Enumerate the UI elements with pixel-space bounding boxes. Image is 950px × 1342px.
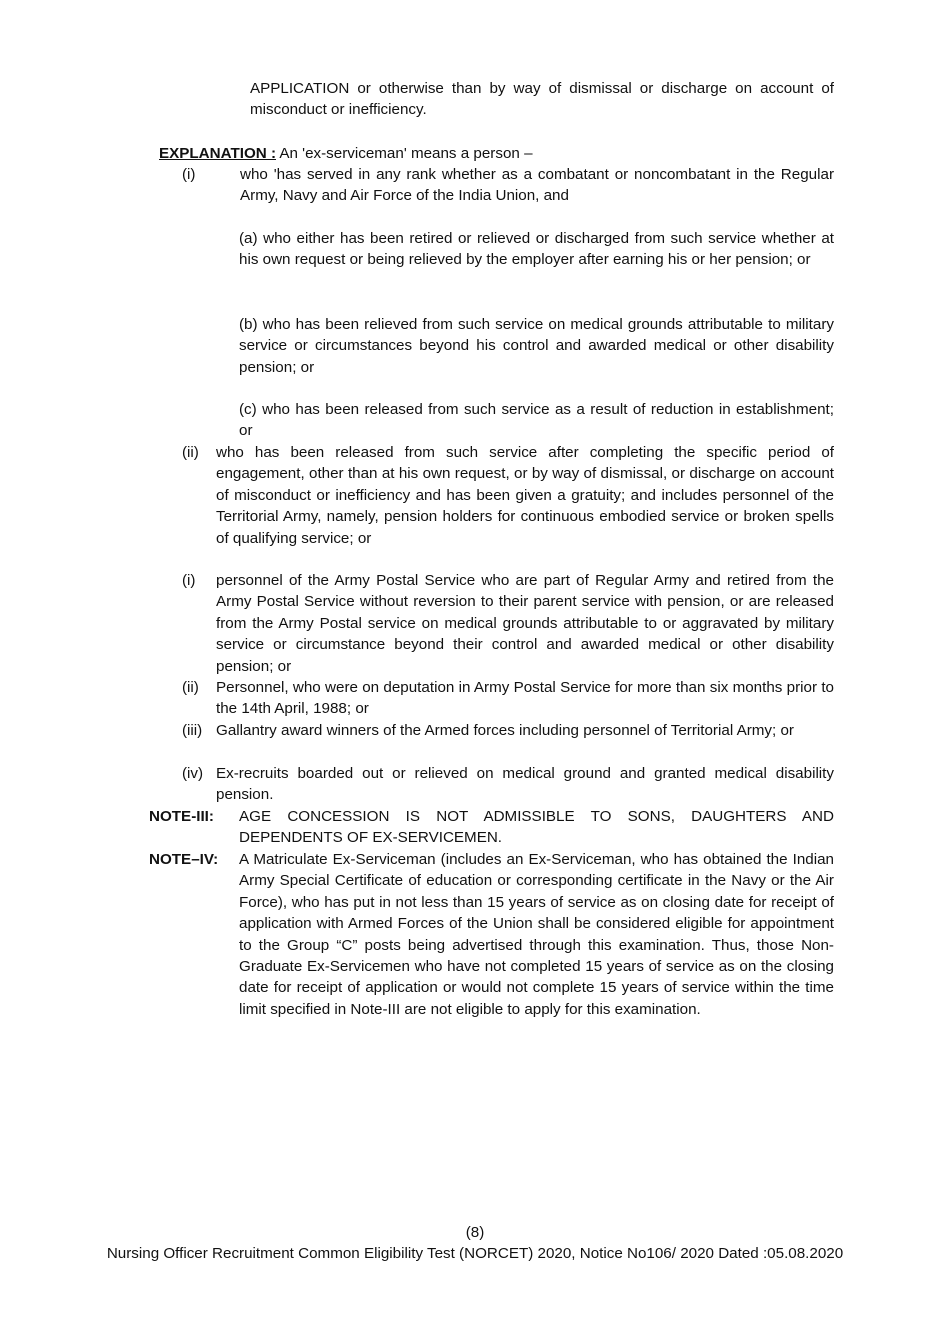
list2-item-text: Gallantry award winners of the Armed forces including personnel of Territorial Army; or bbox=[216, 722, 794, 739]
list2-item-marker: (ii) bbox=[182, 679, 199, 696]
note-iii-label: NOTE-III: bbox=[149, 808, 214, 825]
note-iii-text: AGE CONCESSION IS NOT ADMISSIBLE TO SONS, DAUGHTERS AND DEPENDENTS OF EX-SERVICEMEN. bbox=[239, 808, 834, 847]
page-number: (8) bbox=[465, 1224, 485, 1241]
list2-item-marker: (iii) bbox=[182, 722, 203, 739]
list2-item-text: Personnel, who were on deputation in Army Postal Service for more than six months prior to the 14th April, 1988; or bbox=[216, 679, 834, 718]
item-ii-text: who has been released from such service after completing the specific period of engagement, other than at his own request, or by way of dismissal, or discharge on account of misconduct or inefficiency and has been given a gratuity; and includes personnel of the Territorial Army, namely, pension holders for continuous embodied service or broken spells of qualifying service; or bbox=[216, 444, 834, 547]
item-ii-marker: (ii) bbox=[182, 444, 199, 461]
footer-notice: Nursing Officer Recruitment Common Eligibility Test (NORCET) 2020, Notice No106/ 2020 Dated :05.08.2020 bbox=[106, 1245, 844, 1262]
explanation-heading bbox=[159, 143, 839, 164]
continuation-paragraph: APPLICATION or otherwise than by way of dismissal or discharge on account of misconduct or inefficiency. bbox=[250, 80, 834, 119]
list2-item-text: personnel of the Army Postal Service who are part of Regular Army and retired from the Army Postal Service without reversion to their parent service with pension, or are released from the Army Postal service on medical grounds attributable to or aggravated by military service or circumstance beyond their control and awarded medical or other disability pension; or bbox=[216, 572, 834, 675]
list2-item-text: Ex-recruits boarded out or relieved on medical ground and granted medical disability pension. bbox=[216, 765, 834, 804]
note-iv-text: A Matriculate Ex-Serviceman (includes an Ex-Serviceman, who has obtained the Indian Army Special Certificate of education or corresponding certificate in the Navy or the Air Force), who has put in not less than 15 years of service as on closing date for receipt of application with Armed Forces of the Union shall be considered eligible for appointment to the Group “C” posts being advertised through this examination. Thus, those Non-Graduate Ex-Servicemen who have not completed 15 years of service as on the closing date for receipt of application or would not complete 15 years of service within the time limit specified in Note-III are not eligible to apply for this examination. bbox=[239, 851, 834, 1018]
list2-item-marker: (iv) bbox=[182, 765, 204, 782]
item-i-sub-c: (c) who has been released from such service as a result of reduction in establishment; or bbox=[239, 401, 834, 440]
item-i-text: who 'has served in any rank whether as a combatant or noncombatant in the Regular Army, Navy and Air Force of the India Union, and bbox=[240, 166, 834, 205]
item-i-sub-a: (a) who either has been retired or relieved or discharged from such service whether at his own request or being relieved by the employer after earning his or her pension; or bbox=[239, 230, 834, 269]
item-i-sub-b: (b) who has been relieved from such service on medical grounds attributable to military service or circumstances beyond his control and awarded medical or other disability pension; or bbox=[239, 316, 834, 376]
explanation-text: An 'ex-serviceman' means a person – bbox=[276, 145, 533, 162]
note-iv-label: NOTE–IV: bbox=[149, 851, 219, 868]
item-i-marker: (i) bbox=[182, 166, 196, 183]
explanation-label: EXPLANATION : bbox=[159, 145, 276, 162]
list2-item-marker: (i) bbox=[182, 572, 196, 589]
